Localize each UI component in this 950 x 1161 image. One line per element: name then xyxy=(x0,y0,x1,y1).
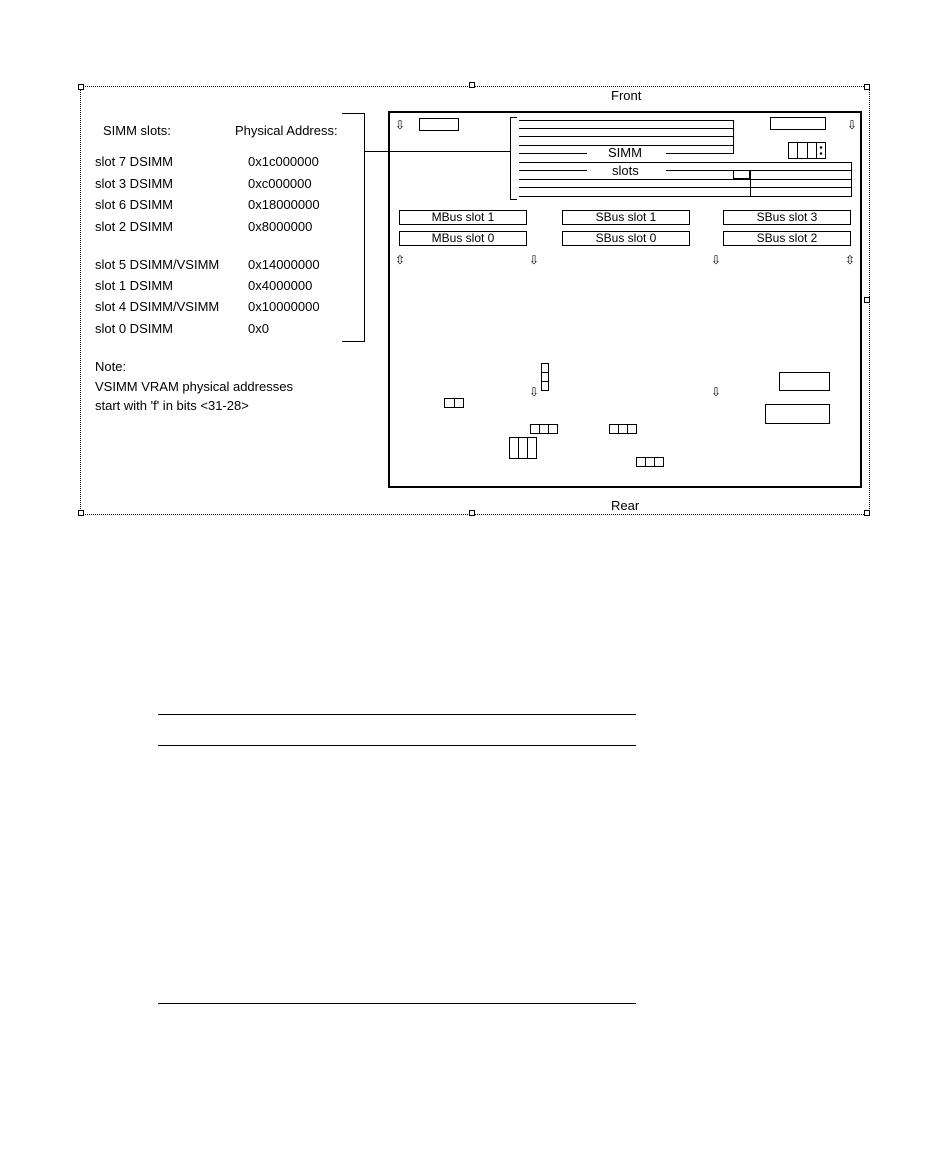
frame-edge-mark xyxy=(864,297,870,303)
note-title: Note: xyxy=(95,359,127,374)
simm-slot-line xyxy=(519,179,852,180)
frame-edge-mark xyxy=(469,82,475,88)
rear-label: Rear xyxy=(611,498,640,513)
table-rule xyxy=(158,1003,636,1004)
slot-name: slot 1 DSIMM xyxy=(95,278,174,293)
standoff-icon: ⇩ xyxy=(395,118,406,132)
slot-address: 0xc000000 xyxy=(248,176,312,191)
standoff-icon: ⇩ xyxy=(529,253,540,267)
table-rule xyxy=(158,745,636,746)
connector-3pin xyxy=(636,457,664,467)
frame-edge-mark xyxy=(469,510,475,516)
simm-bank-bracket xyxy=(510,117,511,200)
connector-3pin xyxy=(530,424,558,434)
sbus-slot-2: SBus slot 2 xyxy=(723,231,851,246)
note-line: VSIMM VRAM physical addresses xyxy=(95,379,293,394)
frame-corner-mark xyxy=(78,84,84,90)
chip-rect xyxy=(779,372,830,391)
sbus-slot-3: SBus slot 3 xyxy=(723,210,851,225)
simm-slots-header: SIMM slots: xyxy=(103,123,171,138)
connector-2pin xyxy=(444,398,464,408)
simm-slot-line xyxy=(519,128,734,129)
physical-address-header: Physical Address: xyxy=(235,123,338,138)
frame-corner-mark xyxy=(864,510,870,516)
slot-name: slot 0 DSIMM xyxy=(95,321,174,336)
connector-block xyxy=(509,437,537,459)
front-label: Front xyxy=(611,88,642,103)
mbus-slot-1: MBus slot 1 xyxy=(399,210,527,225)
simm-bank-bracket xyxy=(510,117,517,118)
sbus-slot-1: SBus slot 1 xyxy=(562,210,690,225)
mbus-slot-0: MBus slot 0 xyxy=(399,231,527,246)
connector-3pin xyxy=(609,424,637,434)
slot-address: 0x10000000 xyxy=(248,299,320,314)
simm-slot-tab xyxy=(733,170,750,179)
slot-name: slot 6 DSIMM xyxy=(95,197,174,212)
simm-slot-line xyxy=(519,196,852,197)
connector-vertical xyxy=(541,363,549,391)
simm-slot-end xyxy=(851,162,852,197)
standoff-icon: ⇳ xyxy=(845,253,856,267)
bracket-top xyxy=(342,113,364,114)
standoff-icon: ⇩ xyxy=(711,253,722,267)
frame-corner-mark xyxy=(864,84,870,90)
standoff-icon: ⇳ xyxy=(395,253,406,267)
note-line: start with 'f' in bits <31-28> xyxy=(95,398,249,413)
slot-address: 0x1c000000 xyxy=(248,154,319,169)
slot-address: 0x0 xyxy=(248,321,269,336)
simm-slot-line xyxy=(519,120,734,121)
bracket-spine xyxy=(364,113,365,342)
slot-name: slot 4 DSIMM/VSIMM xyxy=(95,299,220,314)
simm-bank-bracket xyxy=(510,199,517,200)
simm-slot-line xyxy=(519,136,734,137)
standoff-icon: ⇩ xyxy=(847,118,858,132)
simm-slot-line xyxy=(519,153,587,154)
table-rule xyxy=(158,714,636,715)
standoff-icon: ⇩ xyxy=(529,385,540,399)
simm-slot-line xyxy=(519,187,852,188)
bracket-bottom xyxy=(342,341,364,342)
simm-slot-divider xyxy=(750,170,751,197)
simm-label: SIMM xyxy=(608,145,642,160)
frame-corner-mark xyxy=(78,510,84,516)
slot-address: 0x14000000 xyxy=(248,257,320,272)
slot-name: slot 7 DSIMM xyxy=(95,154,174,169)
simm-slot-line xyxy=(666,170,852,171)
simm-slot-line xyxy=(666,153,734,154)
slot-address: 0x4000000 xyxy=(248,278,313,293)
sbus-slot-0: SBus slot 0 xyxy=(562,231,690,246)
standoff-icon: ⇩ xyxy=(711,385,722,399)
slot-address: 0x18000000 xyxy=(248,197,320,212)
slot-name: slot 5 DSIMM/VSIMM xyxy=(95,257,220,272)
simm-slot-line xyxy=(519,170,587,171)
simm-slot-end xyxy=(733,120,734,154)
chip-rect xyxy=(770,117,826,130)
chip-rect xyxy=(419,118,459,131)
chip-rect xyxy=(765,404,830,424)
jumper-block xyxy=(788,142,826,159)
slots-label: slots xyxy=(612,163,639,178)
simm-slot-line xyxy=(519,162,852,163)
slot-name: slot 3 DSIMM xyxy=(95,176,174,191)
slot-address: 0x8000000 xyxy=(248,219,313,234)
slot-name: slot 2 DSIMM xyxy=(95,219,174,234)
